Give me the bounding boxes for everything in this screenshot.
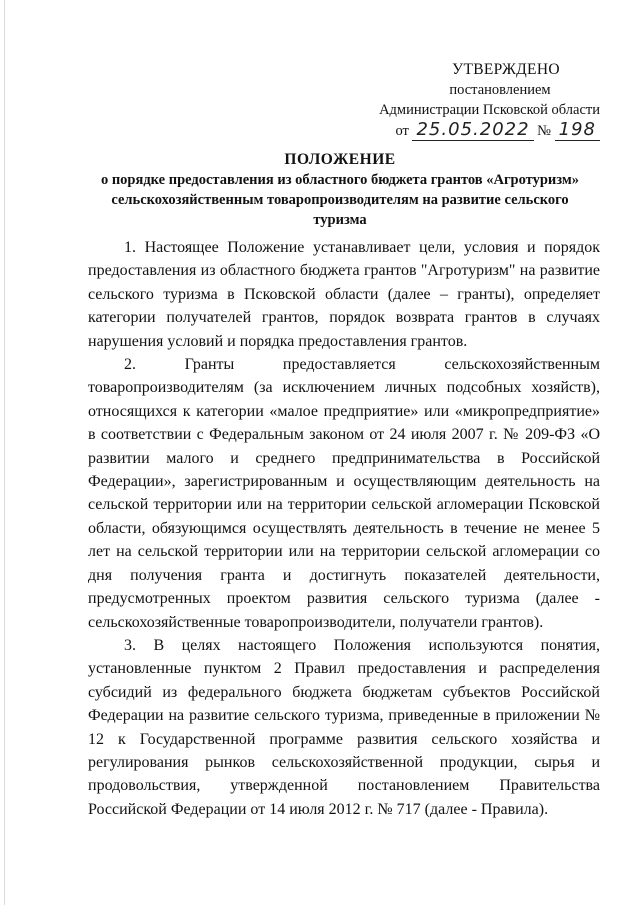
paragraph-3: 3. В целях настоящего Положения используются понятия, установленные пунктом 2 Правил предоставления и распределения субсидий из федерального бюджета бюджетам субъектов Российской Федерации на развитие сельского туризма, приведенные в приложении № 12 к Государственной программе развития сельского хозяйства и регулирования рынков сельскохозяйственной продукции, сырья и продовольствия, утвержденной постановлением Правительства Российской Федерации от 14 июля 2012 г. № 717 (далее - Правила). [88,636,600,818]
number-label: № [537,123,552,139]
title-heading: ПОЛОЖЕНИЕ [284,151,396,168]
document-body [88,236,600,821]
scan-edge-line [4,0,5,905]
by-decree-label: постановлением [449,82,551,98]
authority-label: Администрации Псковской области [379,102,600,118]
title-line-3: туризма [313,212,367,228]
paragraph-1: 1. Настоящее Положение устанавливает цели, условия и порядок предоставления из областного бюджета грантов "Агротуризм" на развитие сельского туризма в Псковской области (далее – гранты), определяет категории получателей грантов, порядок возврата грантов в случаях нарушения условий и порядка предоставления грантов. [88,239,600,350]
approval-stamp-block [340,60,600,141]
document-title [80,150,600,230]
paragraph-2: 2. Гранты предоставляется сельскохозяйственным товаропроизводителям (за исключением личных подсобных хозяйств), относящихся к категории «малое предприятие» или «микропредприятие» в соответствии с Федеральным законом от 24 июля 2007 г. № 209-ФЗ «О развитии малого и среднего предпринимательства в Российской Федерации», зарегистрированным и осуществляющим деятельность на сельской территории или на территории сельской агломерации Псковской области, обязующимся осуществлять деятельность в течение не менее 5 лет на сельской территории или на территории сельской агломерации со дня получения гранта и достигнуть показателей деятельности, предусмотренных проектом развития сельского туризма (далее - сельскохозяйственные товаропроизводители, получатели грантов). [88,356,600,631]
from-label: от [395,123,409,139]
handwritten-number: 198 [555,119,600,141]
title-line-1: о порядке предоставления из областного бюджета грантов «Агротуризм» [100,172,580,188]
decree-date-number-line [340,120,600,141]
title-line-2: сельскохозяйственным товаропроизводителям на развитие сельского [111,192,569,208]
handwritten-date: 25.05.2022 [412,119,533,141]
approved-label: УТВЕРЖДЕНО [452,61,560,78]
